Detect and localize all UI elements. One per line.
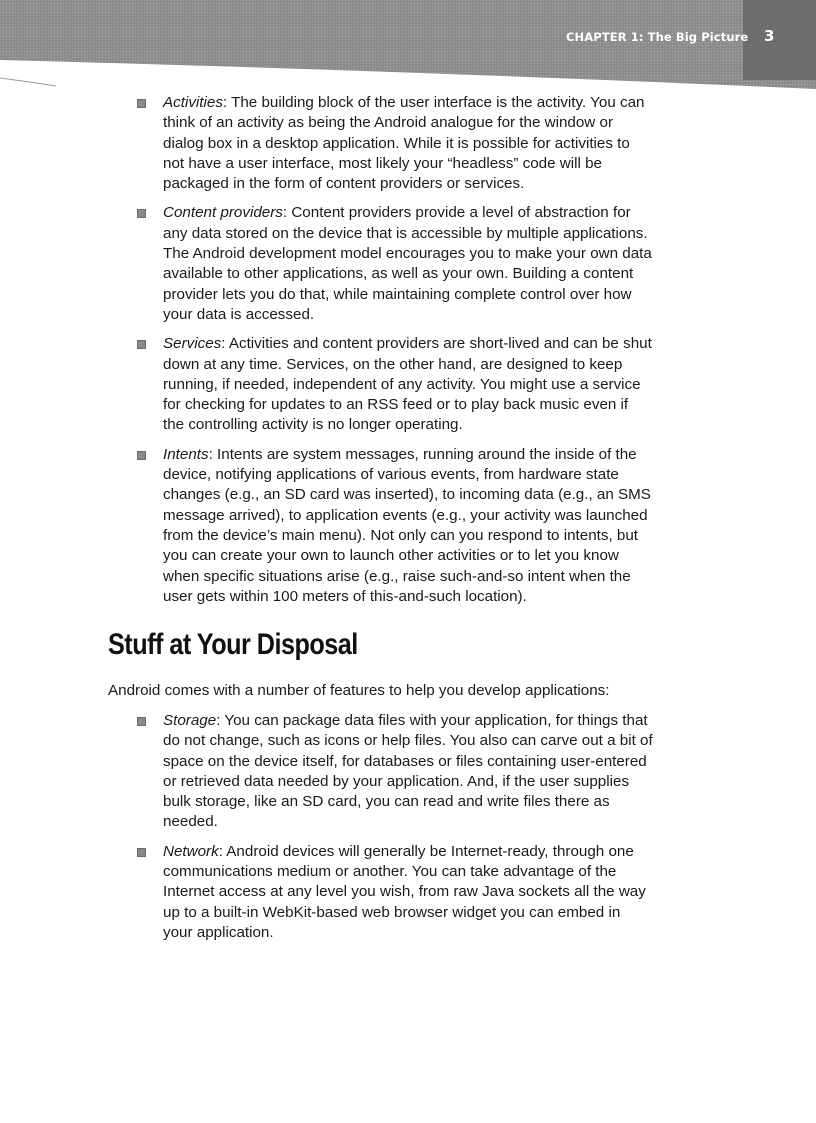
component-list xyxy=(0,93,816,616)
square-bullet-icon xyxy=(137,451,146,460)
header-band-shape xyxy=(0,0,816,92)
list-item-activities xyxy=(0,93,653,194)
list-item-intents xyxy=(0,445,653,607)
item-text: : Android devices will generally be Internet-ready, through one communications medium or another. You can take advantage of the Internet access at any level you wish, from raw Java sockets all the way up to a built-in WebKit-based web browser widget you can embed in your application. xyxy=(163,842,646,941)
item-text: : You can package data files with your application, for things that do not change, such as icons or help files. You also can carve out a bit of space on the device itself, for databases or files containing user-entered or retrieved data needed by your application. And, if the user supplies bulk storage, like an SD card, you can read and write files there as needed. xyxy=(163,712,653,831)
list-item-services xyxy=(0,334,653,435)
section-heading: Stuff at Your Disposal xyxy=(108,628,358,661)
item-text: : Intents are system messages, running around the inside of the device, notifying applications of various events, from hardware state changes (e.g., an SD card was inserted), to incoming data (e.g., an SMS message arrived), to application events (e.g., your activity was launched from the device’s main menu). Not only can you respond to intents, but you can create your own to launch other activities or to let you know when specific situations arise (e.g., raise such-and-so intent when the user gets within 100 meters of this-and-such location). xyxy=(163,445,651,605)
square-bullet-icon xyxy=(137,848,146,857)
chapter-title: CHAPTER 1: The Big Picture xyxy=(566,30,749,44)
term-label: Activities xyxy=(163,94,223,111)
item-text: : Activities and content providers are short-lived and can be shut down at any time. Services, on the other hand, are designed to keep running, if needed, independent of any activity. You might use a service for checking for updates to an RSS feed or to play back music even if the controlling activity is no longer operating. xyxy=(163,335,652,434)
list-item-network xyxy=(0,842,653,943)
item-text: : Content providers provide a level of abstraction for any data stored on the device that is accessible by multiple applications. The Android development model encourages you to make your own data available to other applications, as well as your own. Building a content provider lets you do that, while maintaining complete control over how your data is accessed. xyxy=(163,204,652,323)
square-bullet-icon xyxy=(137,209,146,218)
term-label: Network xyxy=(163,842,219,860)
feature-list xyxy=(0,711,816,952)
list-item-storage xyxy=(0,711,653,833)
square-bullet-icon xyxy=(137,99,146,108)
term-label: Services xyxy=(163,335,222,353)
list-item-content-providers xyxy=(0,203,653,325)
section-intro: Android comes with a number of features to help you develop applications: xyxy=(108,682,610,699)
term-label: Intents xyxy=(163,445,209,463)
term-label: Content providers xyxy=(163,204,283,222)
chapter-header-band xyxy=(0,0,816,92)
square-bullet-icon xyxy=(137,340,146,349)
page-number: 3 xyxy=(764,27,775,45)
item-text: : The building block of the user interface is the activity. You can think of an activity as being the Android analogue for the window or dialog box in a desktop application. While it is possible for activities to not have a user interface, most likely your “headless” code will be packaged in the form of content providers or services. xyxy=(163,94,645,193)
square-bullet-icon xyxy=(137,717,146,726)
term-label: Storage xyxy=(163,712,217,729)
